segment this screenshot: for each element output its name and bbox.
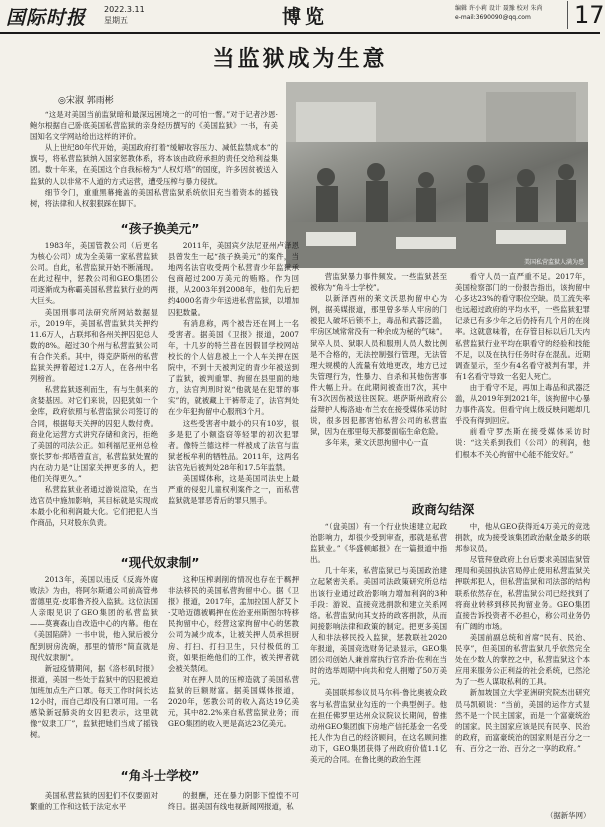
contact-email: e-mail:3690090@qq.com [455,14,531,21]
body-paragraph: 尽管拜登政府上台后要求美国监狱管理局和美国执法官局停止使用私营监狱关押联邦犯人，但私营监狱和司法部的结构联系依然存在，私营监狱公司已经找到了将商业转移到移民拘留业务。GEO集团直接告诉投资者不必担心，称公司业务仍有广阔的市场。 [455,555,590,631]
body-paragraph: 中，他从GEO获得近4万美元的竞选捐款，成为接受该集团政治献金最多的联邦参议员。 [455,522,590,554]
section2-column-2 [168,574,299,746]
body-paragraph: 营监狱暴力事件频发。一些监狱甚至被称为“角斗士学校”。 [310,272,447,293]
body-paragraph: 的报酬，还在暴力阴影下惶惶不可终日。据美国有线电视新闻网报道，私 [168,791,299,812]
intro-column [30,109,278,214]
body-paragraph: 美国前副总统和首席“民有、民治、民享”，但美国的私营监狱几乎依然完全处在少数人的掌控之中，私营监狱这个本应用来服务公正利益的社会系统，已然沦为了一些人谋取私利的工具。 [455,632,590,687]
body-paragraph: 这种压榨剥削的情况也存在于羁押非法移民的美国私营拘留中心。据《卫报》报道，2017年，孟加拉国人舒艾卜·艾哈迈德被羁押在佐治亚州斯图尔特移民拘留中心，经营这家拘留中心的惩教公司为减少成本，让被关押人员承担厨房、打扫、打扫卫生，只付极低的工资，如果拒绝他们的工作，被关押者就会被关禁闭。 [168,575,299,673]
body-paragraph: 美国联邦参议员马尔科·鲁比奥被众政客与私营监狱业勾连的一个典型例子。他在担任佛罗里达州众议院议长期间，曾推动州GEO集团旗下房地产信托基金一名受托人作为自己的经济顾问，在这名顾问推动下，GEO集团获得了州政府价值1.1亿美元的合同。在鲁比奥的政治生涯 [310,688,447,764]
body-paragraph: “（盘美国）有一个行业快速建立起政治影响力，却很少受到审查，那就是私营监狱业。”《华盛顿邮报》在一篇报道中指出。 [310,522,447,565]
source-note: （据新华网） [546,811,591,820]
body-paragraph: 几十年来，私营监狱已与美国政治建立起紧密关系。美国司法政策研究所总结出该行业通过政治影响力增加利润的3种手段：游说、直接竞选捐款和建立关系网络。私营监狱向其支持的政客捐款，从而间接影响法律和政策的制定。把更多美国人和非法移民投入监狱，惩教联社2020年报道，美国竞选财务记录显示，GEO集团公司创始人兼首席执行官乔治·佐利在当时的选举周期中向共和党人捐赠了50万美元。 [310,566,447,687]
photo-caption: 美国私营监狱人满为患 [523,259,584,266]
body-paragraph: 前看守罗杰斯在接受媒体采访时说：“这关系到我们（公司）的利润，他们根本不关心拘留中心能不能安好。” [455,427,590,459]
body-paragraph: 有消息称，两个被告还在网上一名受害者。据美国《卫报》报道，2007年，十几岁的特兰普在因假冒学校网站校长的个人信息被上一个人车关押在医院中，不到十天被判定的青少年被送到了监狱，被判重罪、拘留在县里面的地方，法官判刑时说“他就是在犯罪的事实”的，就被藏上干裤带走了，法官判处在少年犯拘留中心服刑3个月。 [168,318,299,417]
body-paragraph: 私营监狱逐利而生，有与生俱来的贪婪基因。对它们来说，囚犯犹如一个金库，政府依照与私营监狱公司签订的合同，根据每天关押的囚犯人数付费。商业化运营方式讲究存储和贪污，拒绝了美国的司法公正。如利福尼亚州总检察长罗布·邦塔曾直言，私营监狱处置的内在动力是“让国家关押更多的人，把他们关得更久。” [30,385,158,483]
issue-date-block [104,4,145,26]
section2-column-1 [30,574,158,746]
body-paragraph: 美国私营监狱的因犯们不仅要面对繁重的工作和这低于法定水平 [30,791,158,812]
section1-column-4 [455,271,590,495]
section2-column-4 [455,521,590,807]
body-paragraph: 由于看守不足，再加上毒品和武器泛滥，从2019年到2021年，该拘留中心暴力事件高发。但看守向上级反映问题却几乎没有得到回应。 [455,382,590,426]
subhead-collusion: 政商勾结深 [411,502,475,517]
issue-weekday: 星期五 [104,16,128,25]
intro-paragraph: 从上世纪80年代开始，美国政府打着“缓解收容压力、减低监禁成本”的旗号，将私营监狱纳入国家惩教体系，将本该由政府承担的责任交给利益集团。数十年来，在美国这个自我标榜为“人权灯塔”的国度，许多因贫被送入监狱的人以非常不人道的方式运营，遭受压榨与暴力侵扰。 [30,143,278,186]
intro-paragraph: 细节令门，重重黑幕掩盖的美国私营监狱系统依旧充当着资本的摇钱树，将法律和人权狠狠踩在脚下。 [30,187,278,208]
article-byline: ◎宋淑 郭雨彬 [58,96,114,106]
section-name: 博览 [282,6,329,28]
subhead-gladiator-school: “角斗士学校” [120,768,200,783]
body-paragraph: 新加坡国立大学亚洲研究院杰出研究员马凯硕说：“当前，美国的运作方式显然不是一个民主国家，而是一个富豪统治的国家。民主国家应该是民有民享、民治的政府，而富豪统治的国家则是百分之一有、百分之一治、百分之一享的政府。” [455,688,590,753]
masthead [0,0,605,34]
page-number: 17 [567,1,605,29]
body-paragraph: 对在押人员的压榨造就了美国私营监狱的巨额财富。据美国媒体报道，2020年，惩教公司的收入高达19亿美元，其中82.2%来自私营监狱业务；而GEO集团的收入更是高达23亿美元。 [168,674,299,729]
section1-column-3 [310,271,447,495]
section2-column-3 [310,521,447,819]
intro-paragraph: “这是对美国当前监狱暗和最深远困境之一的可怕一瞥。”对于记者沙恩·鲍尔根据自己卧底美国私营监狱的亲身经历撰写的《美国监狱》一书，有美国知名文学网站给出这样的评价。 [30,110,278,142]
body-paragraph: 私营监狱业者通过游说渲染，在当选官员中施加影响，其目标就是实现成本最小化和利润最大化。它们把犯人当作商品，只对股东负责。 [30,485,158,528]
body-paragraph: 看守人员一直严重不足。2017年，美国检察部门的一份报告指出，该拘留中心多达23%的看守职位空缺。员工流失率也远超过政府的平均水平，一些监狱犯罪记录已有多少年之后仍持有几个月的在岗率。这就意味着，在存管目标以后几天内私营监狱行业平均在职看守的经验和技能不足，以及在执行任务时存在混乱。近期调查显示，至少有4名看守被判有罪，并有1名看守导致一名犯人死亡。 [455,272,590,381]
body-paragraph: 美国媒体称，这是美国司法史上最严重的侵犯儿童权利案件之一，而私营监狱就是罪恶背后的罪只黑手。 [168,473,299,506]
body-paragraph: 新冠疫情期间，据《洛杉矶时报》报道，美国一些处于监狱中的囚犯被迫加班加点生产口罩。每天工作时间长达12小时，而自己却没有口罩可用。一名感染新冠肺炎的女囚犯表示，这里就像“奴隶工厂”，监狱把她们当成了摇钱树。 [30,663,158,740]
article-headline: 当监狱成为生意 [212,47,388,72]
newspaper-logo: 国际时报 [6,7,87,29]
prison-photo [286,82,588,268]
body-paragraph: 1983年，美国管教公司（后更名为核心公司）成为全美第一家私营监狱公司。自此，私营监狱开始不断涌现。在此过程中，惩教公司和GEO集团公司逐渐成为称霸美国私营监狱行业的两大巨头。 [30,241,158,306]
section3-column-1 [30,790,158,820]
subhead-kids-for-cash: “孩子换美元” [120,221,200,236]
body-paragraph: 这些受害者中最小的只有10岁，很多是犯了小额盗窃等轻罪的初次犯罪者。像特兰德这样一样被成了法官与监狱老板牟利的牺牲品。2011年，这两名法官先后被判处28年和17.5年监禁。 [168,418,299,472]
prison-crowd-image [286,82,588,268]
editor-credits [455,4,543,22]
section1-column-1 [30,240,158,544]
section3-column-2 [168,790,299,820]
subhead-modern-slavery: “现代奴隶制” [120,555,200,570]
body-paragraph: 以新泽西州的莱文沃思拘留中心为例，据美媒报道，那里曾多举人牢房的门被犯人破坏后锁不上，毒品和武器泛滥，牢房区域常常没有一种余成为秘的气味”。狱卒人员、狱职人员和服刑人员人数比例是不合格的，无法控制强行管理，无法管理大规模的人流量有效地更改，地方已过失管理行为，性暴力、自杀和其他伤害事件大幅上升。在此期间被查出7次，其中有3次因伤被送往医院。堪萨斯州政府公益辩护人梅洛迪·布兰农在接受媒体采访时说，很多因犯都害怕私营公司的私营监狱，因为在那里每天都要面临生命危险。 [310,294,447,437]
section1-column-2 [168,240,299,544]
body-paragraph: 美国刑事司法研究所网站数据显示，2019年，美国私营监狱共关押约11.6万人，占联邦和各州关押囚犯总人数的8%。超过30个州与私营监狱公司有合作关系。其中，得克萨斯州的私营监狱关押着超过1.2万人，在各州中名列榜首。 [30,307,158,384]
body-paragraph: 多年来，莱文沃思拘留中心一直 [324,438,429,448]
body-paragraph: 2011年，美国宾夕法尼亚州卢泽恩县曾发生一起“孩子换美元”的案件，当地两名法官收受两个私营青少年监狱承包商超过200万美元的贿赂。作为回报，从2003年到2008年，他们先后把约4000名青少年送进私营监狱，以增加囚犯数量。 [168,241,299,317]
body-paragraph: 2013年，美国以违反《反海外腐败法》为由，将阿尔斯通公司前高管弗雷德里克·皮耶鲁齐投入监狱。这位法国人亲眼见识了GEO集团的私营监狱——莫赛森山自改造中心的内幕。他在《美国陷阱》一书中说，他入狱后被分配到厨房洗碗，那里的情形“简直就是现代奴隶制”。 [30,575,158,662]
credits-line: 编辑 许小莉 设计 聂豫 校对 朱尚 [455,5,543,12]
issue-date: 2022.3.11 [104,5,145,14]
